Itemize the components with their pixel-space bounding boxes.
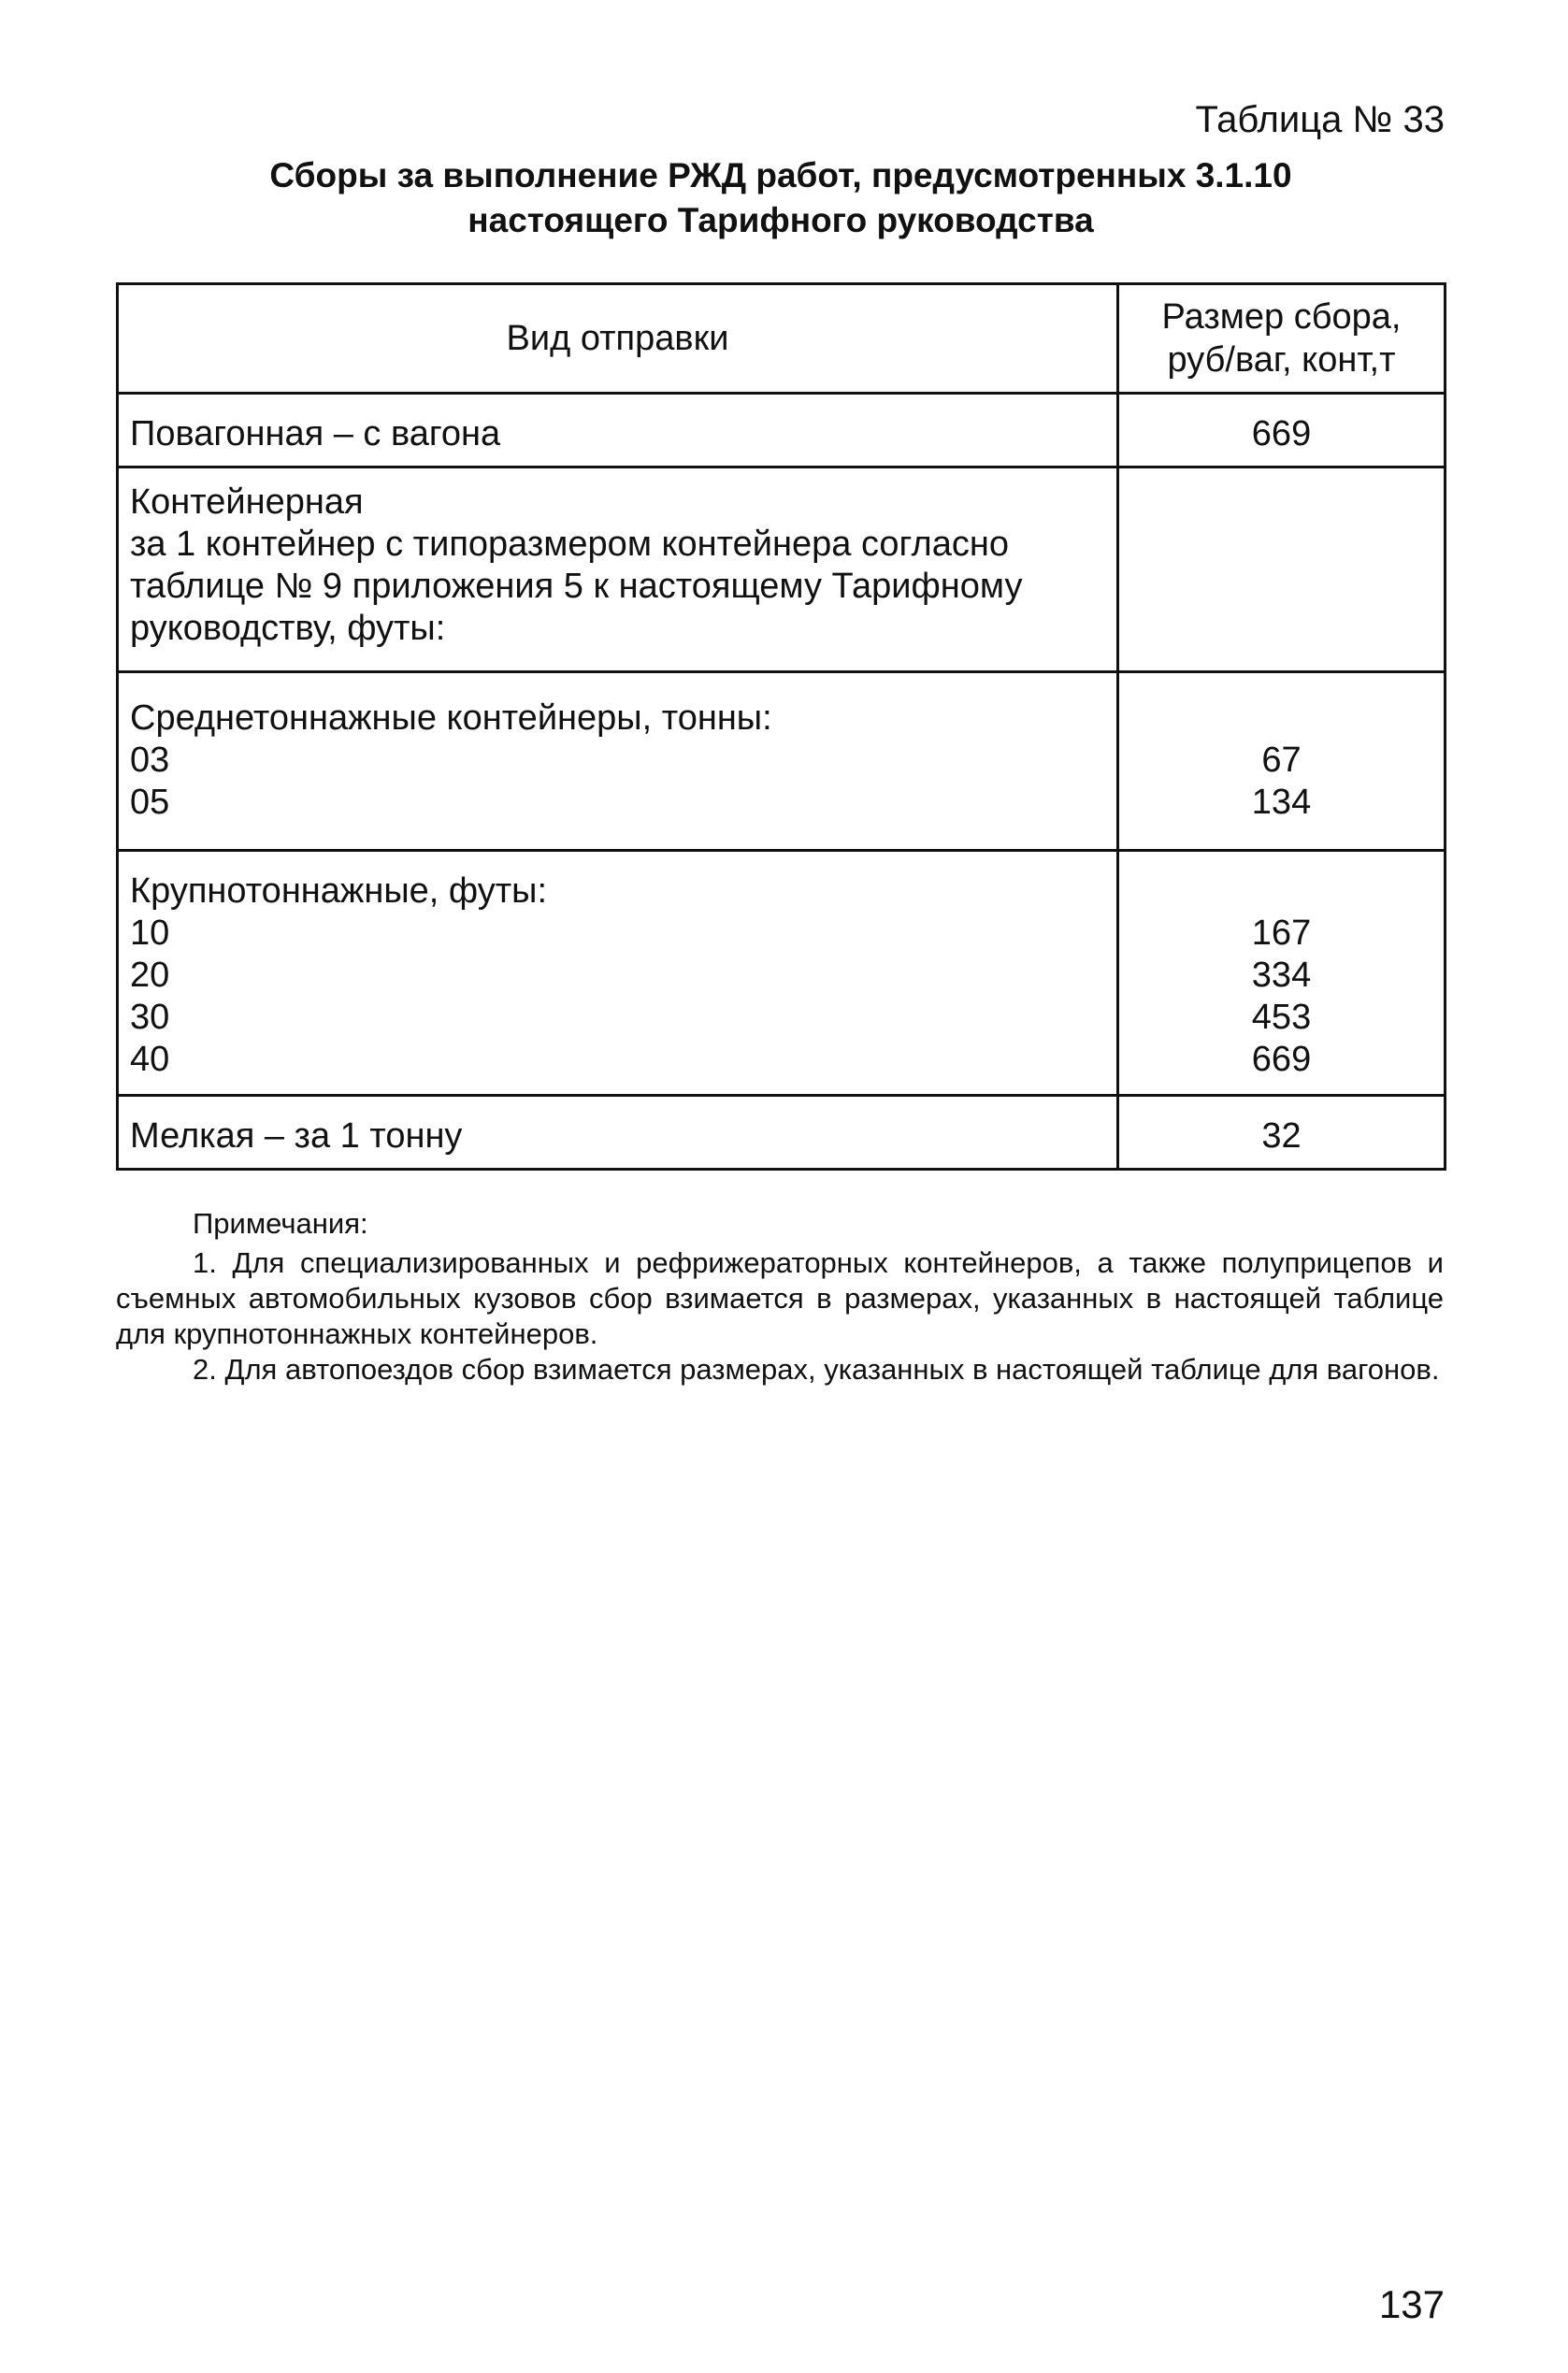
- table-row: [118, 394, 1446, 467]
- shipment-type-cell: Среднетоннажные контейнеры, тонны: 03 05: [118, 672, 1118, 851]
- note-item: 1. Для специализированных и рефрижераторных контейнеров, а также полуприцепов и съемных автомобильных кузовов сбор взимается в размерах, указанных в настоящей таблице для крупнотоннажных контейнеров.: [116, 1246, 1444, 1350]
- column-header-fee: Размер сбора, руб/ваг, конт,т: [1118, 284, 1446, 394]
- table-header-row: [118, 284, 1446, 394]
- table-title: Сборы за выполнение РЖД работ, предусмотренных 3.1.10 настоящего Тарифного руководства: [269, 156, 1292, 239]
- fee-cell: [1118, 467, 1446, 672]
- shipment-type-cell: Крупнотоннажные, футы: 10 20 30 40: [118, 851, 1118, 1096]
- page-number: 137: [1378, 2282, 1445, 2326]
- shipment-type-cell: Контейнерная за 1 контейнер с типоразмером контейнера согласно таблице № 9 приложения 5 к настоящему Тарифному руководству, футы:: [118, 467, 1118, 672]
- fee-cell: 67 134: [1118, 672, 1446, 851]
- table-number: Таблица № 33: [1195, 99, 1445, 140]
- fee-cell: 167 334 453 669: [1118, 851, 1446, 1096]
- fee-cell: 669: [1118, 394, 1446, 467]
- table-row: [118, 1096, 1446, 1170]
- fee-cell: 32: [1118, 1096, 1446, 1170]
- notes-section: [116, 1206, 1444, 1388]
- shipment-type-cell: Мелкая – за 1 тонну: [118, 1096, 1118, 1170]
- note-item: 2. Для автопоездов сбор взимается размерах, указанных в настоящей таблице для вагонов.: [193, 1353, 1440, 1386]
- column-header-shipment-type: Вид отправки: [118, 284, 1118, 394]
- shipment-type-cell: Повагонная – с вагона: [118, 394, 1118, 467]
- table-row: [118, 851, 1446, 1096]
- notes-heading: Примечания:: [193, 1207, 368, 1240]
- fees-table: [116, 282, 1446, 1171]
- table-row: [118, 672, 1446, 851]
- table-row: [118, 467, 1446, 672]
